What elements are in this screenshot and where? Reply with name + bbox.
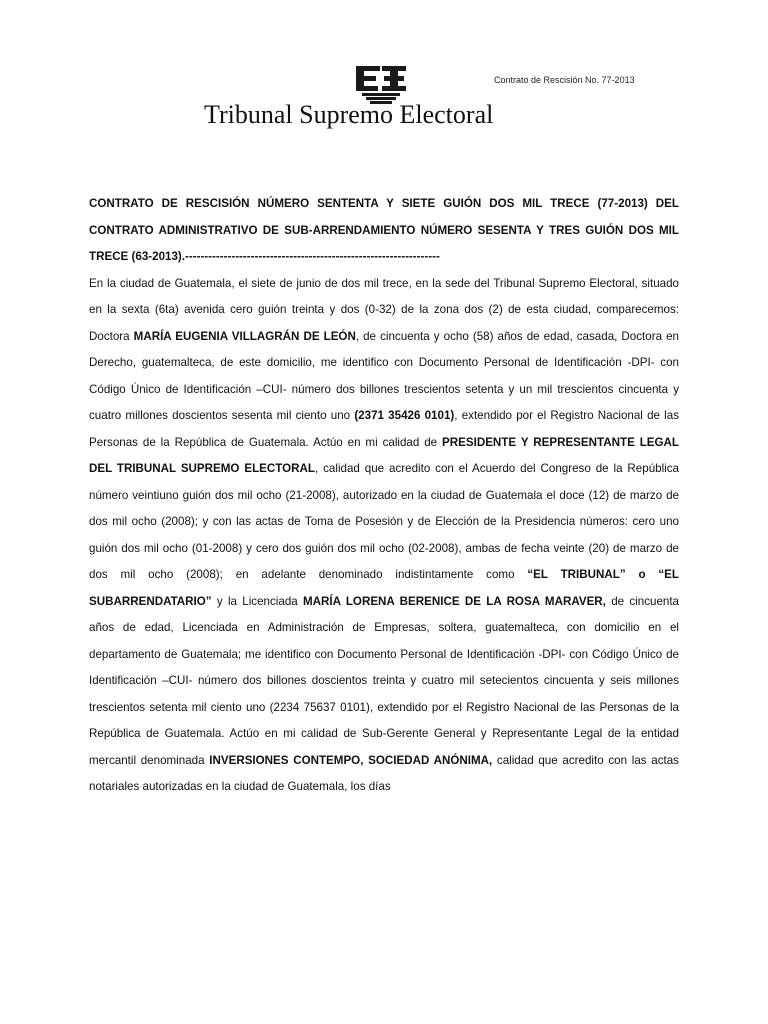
company-name: INVERSIONES CONTEMPO, SOCIEDAD ANÓNIMA, bbox=[209, 753, 493, 767]
document-title: CONTRATO DE RESCISIÓN NÚMERO SENTENTA Y SIETE GUIÓN DOS MIL TRECE (77-2013) DEL CONTRATO ADMINISTRATIVO DE SUB-ARRENDAMIENTO NÚMERO SESENTA Y TRES GUIÓN DOS MIL TRECE (63-2013).------------------------------------------------------------------ bbox=[89, 197, 679, 263]
text-segment: , calidad que acredito con el Acuerdo del Congreso de la República número veintiuno guión dos mil ocho (21-2008), autorizado en la ciudad de Guatemala el doce (12) de marzo de dos mil ocho (2008); y con las actas de Toma de Posesión y de Elección de la Presidencia números: cero uno guión dos mil ocho (01-2008) y cero dos guión dos mil ocho (02-2008), ambas de fecha veinte (20) de marzo de dos mil ocho (2008); en adelante denominado indistintamente como bbox=[89, 462, 679, 581]
organization-title: Tribunal Supremo Electoral bbox=[204, 100, 494, 129]
text-segment: de cincuenta años de edad, Licenciada en Administración de Empresas, soltera, guatemalteca, con domicilio en el departamento de Guatemala; me identifico con Documento Personal de Identificación -DPI- con Código Único de Identificación –CUI- número dos billones doscientos treinta y cuatro mil setecientos cincuenta y seis millones trescientos setenta mil ciento uno (2234 75637 0101), extendido por el Registro Nacional de las Personas de la República de Guatemala. Actúo en mi calidad de Sub-Gerente General y Representante Legal de la entidad mercantil denominada bbox=[89, 594, 680, 767]
document-body bbox=[89, 191, 679, 801]
party-alias: “EL TRIBUNAL” o “EL SUBARRENDATARIO” bbox=[89, 568, 679, 608]
text-segment: En la ciudad de Guatemala, el siete de junio de dos mil trece, en la sede del Tribunal Supremo Electoral, situado en la sexta (6ta) avenida cero guión treinta y dos (0-32) de la zona dos (2) de esta ciudad, comparecemos: Doctora bbox=[89, 276, 679, 343]
party-name: MARÍA LORENA BERENICE DE LA ROSA MARAVER, bbox=[303, 594, 606, 608]
party-name: MARÍA EUGENIA VILLAGRÁN DE LEÓN bbox=[133, 329, 356, 343]
text-segment: calidad que acredito con las actas notariales autorizadas en la ciudad de Guatemala, los días bbox=[89, 753, 679, 793]
text-segment: , de cincuenta y ocho (58) años de edad, casada, Doctora en Derecho, guatemalteca, de este domicilio, me identifico con Documento Personal de Identificación -DPI- con Código Único de Identificación –CUI- número dos billones trescientos setenta y un mil trescientos cincuenta y cuatro millones doscientos sesenta mil ciento uno bbox=[89, 329, 679, 422]
text-segment: y la Licenciada bbox=[211, 594, 303, 608]
party-role: PRESIDENTE Y REPRESENTANTE LEGAL DEL TRIBUNAL SUPREMO ELECTORAL bbox=[89, 435, 679, 475]
cui-number: (2371 35426 0101) bbox=[354, 409, 455, 422]
contract-reference: Contrato de Rescisión No. 77-2013 bbox=[494, 75, 635, 85]
text-segment: , extendido por el Registro Nacional de las Personas de la República de Guatemala. Actúo en mi calidad de bbox=[89, 409, 679, 449]
document-paragraph bbox=[89, 271, 679, 801]
